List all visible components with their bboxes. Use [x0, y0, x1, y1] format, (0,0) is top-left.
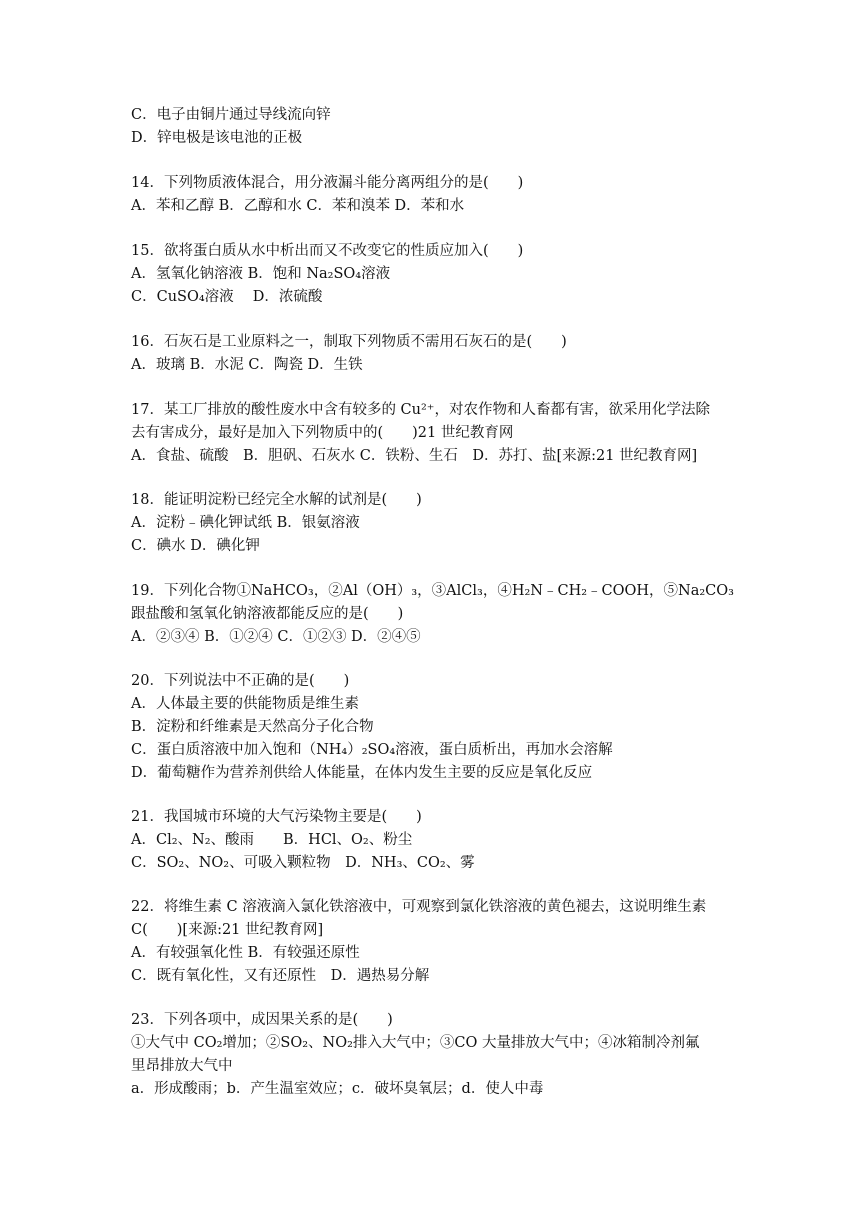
- text-line: C．碘水 D．碘化钾: [131, 538, 260, 554]
- text-line: A．②③④ B．①②④ C．①②③ D．②④⑤: [131, 629, 421, 645]
- text-line: D．锌电极是该电池的正极: [131, 130, 303, 146]
- text-line: A．苯和乙醇 B．乙醇和水 C．苯和溴苯 D．苯和水: [131, 198, 465, 214]
- text-line: C．电子由铜片通过导线流向锌: [131, 107, 331, 123]
- question-21: 21．我国城市环境的大气污染物主要是( ): [131, 809, 422, 825]
- text-line: C．SO₂、NO₂、可吸入颗粒物 D．NH₃、CO₂、雾: [131, 855, 475, 871]
- text-line: A．人体最主要的供能物质是维生素: [131, 696, 359, 712]
- text-line: a．形成酸雨；b．产生温室效应；c．破坏臭氧层；d．使人中毒: [131, 1081, 544, 1097]
- text-line: C．CuSO₄溶液 D．浓硫酸: [131, 289, 323, 305]
- text-line: A．淀粉﹣碘化钾试纸 B．银氨溶液: [131, 515, 360, 531]
- question-14: 14．下列物质液体混合，用分液漏斗能分离两组分的是( ): [131, 175, 524, 191]
- text-line: C．蛋白质溶液中加入饱和（NH₄）₂SO₄溶液，蛋白质析出，再加水会溶解: [131, 742, 613, 758]
- text-line: C．既有氧化性，又有还原性 D．遇热易分解: [131, 968, 430, 984]
- question-15: 15．欲将蛋白质从水中析出而又不改变它的性质应加入( ): [131, 243, 524, 259]
- text-line: A．玻璃 B．水泥 C．陶瓷 D．生铁: [131, 357, 363, 373]
- question-19: 19．下列化合物①NaHCO₃，②Al（OH）₃，③AlCl₃，④H₂N﹣CH₂﹣COOH，⑤Na₂CO₃: [131, 583, 734, 599]
- text-line: 跟盐酸和氢氧化钠溶液都能反应的是( ): [131, 606, 404, 622]
- text-line: A．有较强氧化性 B．有较强还原性: [131, 945, 360, 961]
- question-22: 22．将维生素 C 溶液滴入氯化铁溶液中，可观察到氯化铁溶液的黄色褪去，这说明维生素: [131, 899, 707, 915]
- text-line: C( )[来源:21 世纪教育网]: [131, 922, 324, 938]
- text-line: D．葡萄糖作为营养剂供给人体能量，在体内发生主要的反应是氧化反应: [131, 765, 593, 781]
- question-20: 20．下列说法中不正确的是( ): [131, 673, 350, 689]
- text-line: 里昂排放大气中: [131, 1058, 233, 1074]
- question-16: 16．石灰石是工业原料之一，制取下列物质不需用石灰石的是( ): [131, 334, 567, 350]
- question-23: 23．下列各项中，成因果关系的是( ): [131, 1012, 393, 1028]
- text-line: B．淀粉和纤维素是天然高分子化合物: [131, 719, 374, 735]
- question-18: 18．能证明淀粉已经完全水解的试剂是( ): [131, 492, 422, 508]
- text-line: 去有害成分，最好是加入下列物质中的( )21 世纪教育网: [131, 425, 514, 441]
- text-line: A．氢氧化钠溶液 B．饱和 Na₂SO₄溶液: [131, 266, 391, 282]
- text-line: ①大气中 CO₂增加；②SO₂、NO₂排入大气中；③CO 大量排放大气中；④冰箱制冷剂氟: [131, 1035, 700, 1051]
- text-line: A．食盐、硫酸 B．胆矾、石灰水 C．铁粉、生石 D．苏打、盐[来源:21 世纪教育网]: [131, 448, 698, 464]
- text-line: A．Cl₂、N₂、酸雨 B．HCl、O₂、粉尘: [131, 832, 413, 848]
- question-17: 17．某工厂排放的酸性废水中含有较多的 Cu²⁺，对农作物和人畜都有害，欲采用化学法除: [131, 402, 710, 418]
